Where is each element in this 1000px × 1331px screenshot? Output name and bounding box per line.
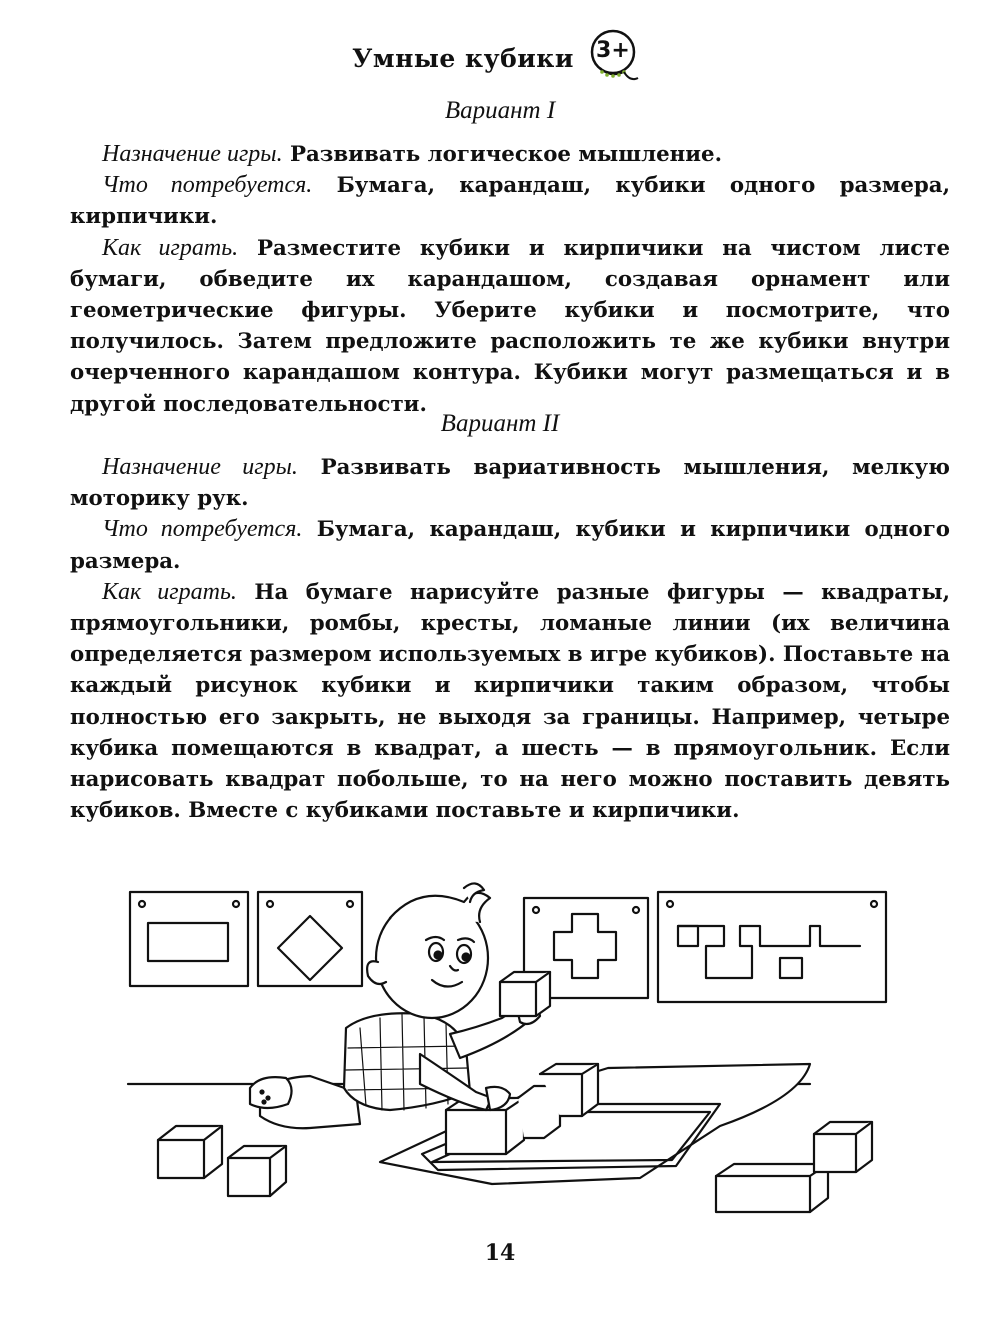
variant-1-needs bbox=[70, 170, 950, 232]
howto-label: Как играть. bbox=[102, 578, 237, 605]
wall-drawing-rhombus bbox=[258, 892, 362, 986]
purpose-text: Развивать логическое мышление. bbox=[282, 142, 723, 167]
wall-drawing-broken-line bbox=[658, 892, 886, 1002]
variant-2-text bbox=[70, 452, 950, 826]
age-badge bbox=[588, 28, 648, 88]
purpose-text: Развивать вариативность мышления, мелкую моторику рук. bbox=[70, 455, 951, 512]
variant-2-howto bbox=[70, 577, 950, 827]
needs-text: Бумага, карандаш, кубики и кирпичики одного размера. bbox=[70, 517, 951, 574]
needs-label: Что потребуется. bbox=[102, 172, 313, 199]
variant-2-purpose bbox=[70, 452, 950, 514]
variant-2-needs bbox=[70, 514, 950, 576]
needs-text: Бумага, карандаш, кубики одного размера, кирпичики. bbox=[70, 173, 951, 230]
child-playing-cubes-illustration bbox=[120, 878, 900, 1220]
variant-2-heading: Вариант II bbox=[440, 410, 560, 437]
variant-1-heading: Вариант I bbox=[444, 97, 556, 124]
howto-label: Как играть. bbox=[102, 234, 239, 261]
page-number: 14 bbox=[484, 1240, 516, 1266]
age-badge-label: 3+ bbox=[596, 38, 630, 63]
floor-cube-left bbox=[158, 1126, 222, 1178]
needs-label: Что потребуется. bbox=[102, 516, 303, 543]
wall-drawing-rectangle bbox=[130, 892, 248, 986]
floor-brick-right bbox=[716, 1164, 828, 1212]
floor-cube-left-2 bbox=[228, 1146, 286, 1196]
purpose-label: Назначение игры. bbox=[102, 454, 298, 480]
header bbox=[0, 28, 1000, 88]
howto-text: На бумаге нарисуйте разные фигуры — квадраты, прямоугольники, ромбы, кресты, ломаные линии (их величина определяется размером используемых в игре кубиков). Поставьте на каждый рисунок кубики и кирпичики таким образом, чтобы полностью его закрыть, не выходя за границы. Например, четыре кубика помещаются в квадрат, а шесть — в прямоугольник. Если нарисовать квадрат побольше, то на него можно поставить девять кубиков. Вместе с кубиками поставьте и кирпичики. bbox=[70, 579, 950, 824]
variant-1-howto bbox=[70, 233, 950, 420]
howto-text: Разместите кубики и кирпичики на чистом листе бумаги, обведите их карандашом, создавая орнамент или геометрические фигуры. Уберите кубики и посмотрите, что получилось. Затем предложите расположить те же кубики внутри очерченного карандашом контура. Кубики могут размещаться и в другой последовательности. bbox=[70, 235, 950, 417]
variant-1-text bbox=[70, 139, 950, 420]
purpose-label: Назначение игры. bbox=[102, 141, 283, 167]
page-title: Умные кубики bbox=[352, 43, 574, 73]
floor-cube-right bbox=[814, 1122, 872, 1172]
variant-1-purpose bbox=[70, 139, 950, 170]
